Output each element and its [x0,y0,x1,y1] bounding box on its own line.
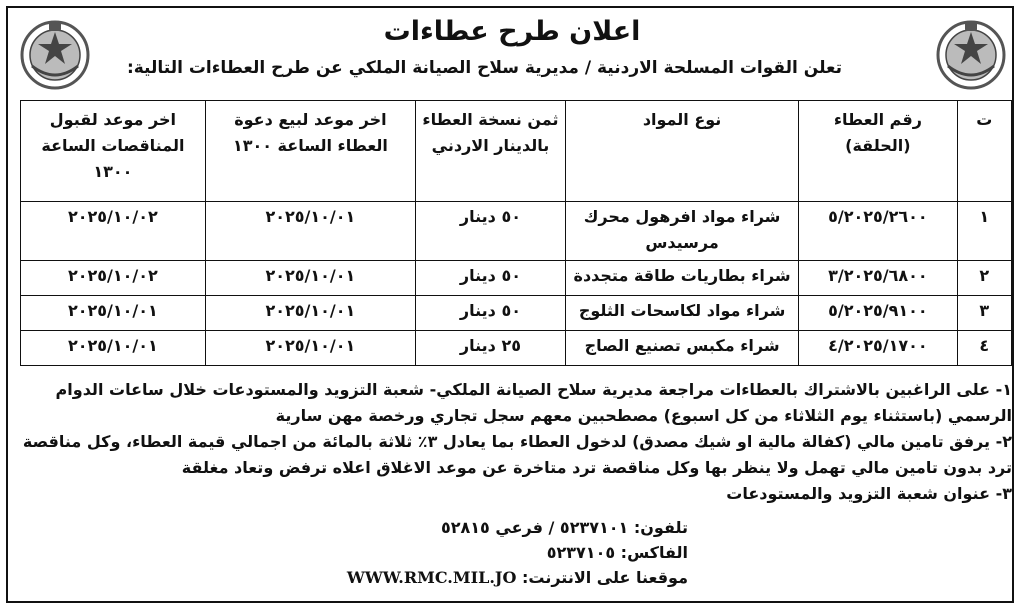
cell-tender-number: ٥/٢٠٢٥/٢٦٠٠ [799,202,957,261]
cell-close-deadline: ٢٠٢٥/١٠/٠٢ [21,261,206,296]
header-copy-price: ثمن نسخة العطاء بالدينار الاردني [415,101,565,202]
contact-website-line [347,565,688,590]
table-row [21,202,1012,261]
header-tender-number: رقم العطاء (الحلقة) [799,101,957,202]
page-title: اعلان طرح عطاءات [383,16,641,47]
contact-phone: تلفون: ٥٢٣٧١٠١ / فرعي ٥٢٨١٥ [440,518,688,537]
cell-item: شراء مواد افرهول محرك مرسيدس [565,202,798,261]
header-sale-deadline: اخر موعد لبيع دعوة العطاء الساعة ١٣٠٠ [205,101,415,202]
cell-tender-number: ٤/٢٠٢٥/١٧٠٠ [799,331,957,366]
cell-price: ٥٠ دينار [415,261,565,296]
cell-price: ٥٠ دينار [415,296,565,331]
intro-text: تعلن القوات المسلحة الاردنية / مديرية سلاح الصيانة الملكي عن طرح العطاءات التالية: [126,58,842,78]
tenders-table [20,100,1012,366]
cell-no: ٤ [957,331,1011,366]
cell-close-deadline: ٢٠٢٥/١٠/٠٢ [21,202,206,261]
cell-tender-number: ٣/٢٠٢٥/٦٨٠٠ [799,261,957,296]
cell-sale-deadline: ٢٠٢٥/١٠/٠١ [205,331,415,366]
cell-no: ١ [957,202,1011,261]
cell-price: ٥٠ دينار [415,202,565,261]
cell-tender-number: ٥/٢٠٢٥/٩١٠٠ [799,296,957,331]
cell-close-deadline: ٢٠٢٥/١٠/٠١ [21,331,206,366]
contact-section [347,515,688,590]
table-row [21,331,1012,366]
cell-close-deadline: ٢٠٢٥/١٠/٠١ [21,296,206,331]
note-item: ٣- عنوان شعبة التزويد والمستودعات [726,484,1012,503]
cell-sale-deadline: ٢٠٢٥/١٠/٠١ [205,202,415,261]
table-row [21,296,1012,331]
header-item-type: نوع المواد [565,101,798,202]
notes-section [14,377,1012,507]
header-close-deadline: اخر موعد لقبول المناقصات الساعة ١٣٠٠ [21,101,206,202]
contact-fax: الفاكس: ٥٢٣٧١٠٥ [546,543,688,562]
cell-item: شراء بطاريات طاقة متجددة [565,261,798,296]
note-item: ٢- يرفق تامين مالي (كفالة مالية او شيك مصدق) لدخول العطاء بما يعادل ٣٪ ثلاثة بالمائة من اجمالي قيمة العطاء، وكل مناقصة ترد بدون تامين مالي تهمل ولا ينظر بها وكل مناقصة ترد متاخرة عن موعد الاغلاق اعلاه ترفض وتعاد مغلقة [22,432,1012,477]
cell-price: ٢٥ دينار [415,331,565,366]
cell-no: ٣ [957,296,1011,331]
website-label: موقعنا على الانترنت: [521,568,688,587]
table-header-row [21,101,1012,202]
website-link[interactable]: WWW.RMC.MIL.JO [346,568,517,587]
cell-no: ٢ [957,261,1011,296]
cell-sale-deadline: ٢٠٢٥/١٠/٠١ [205,296,415,331]
cell-sale-deadline: ٢٠٢٥/١٠/٠١ [205,261,415,296]
cell-item: شراء مواد لكاسحات الثلوج [565,296,798,331]
table-row [21,261,1012,296]
header-no: ت [957,101,1011,202]
note-item: ١- على الراغبين بالاشتراك بالعطاءات مراجعة مديرية سلاح الصيانة الملكي- شعبة التزويد والمستودعات خلال ساعات الدوام الرسمي (باستثناء يوم الثلاثاء من كل اسبوع) مصطحبين معهم سجل تجاري ورخصة مهن سارية [55,380,1012,425]
cell-item: شراء مكبس تصنيع الصاج [565,331,798,366]
